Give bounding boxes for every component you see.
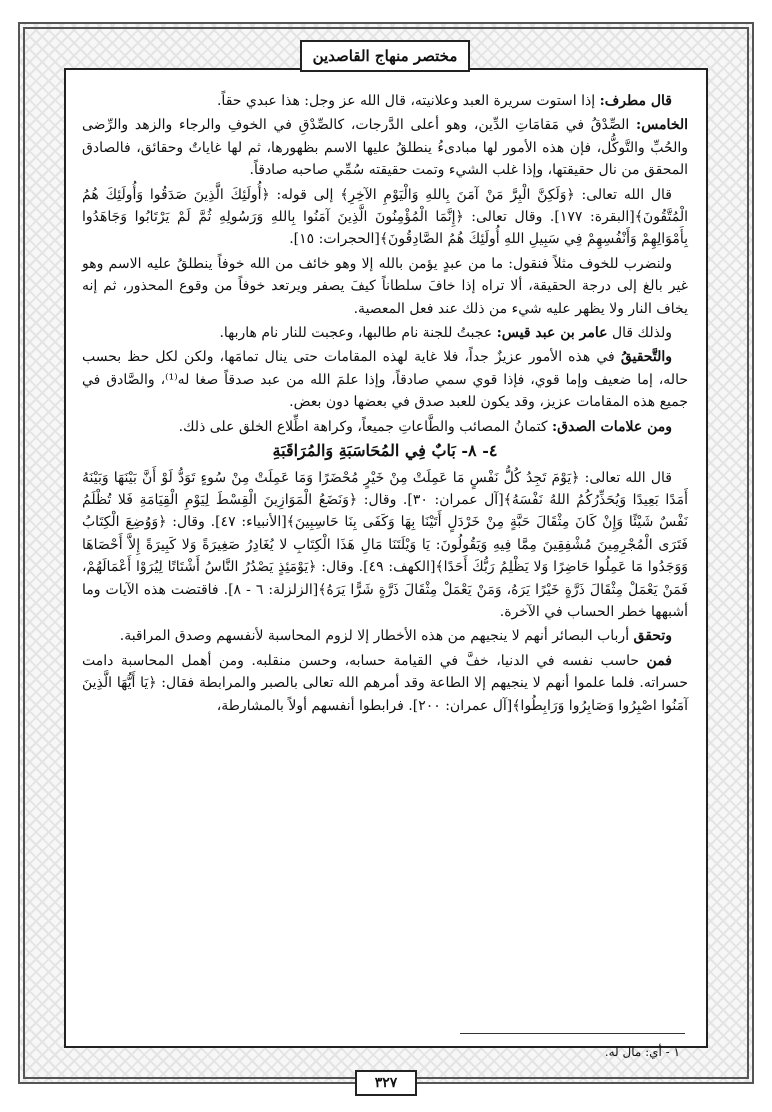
page-body: [82, 90, 688, 719]
paragraph-6: والتَّحقيقُ في هذه الأمور عزيزٌ جداً، فلا غاية لهذه المقامات حتى ينال تمامَها، ولكن لكل حظ بحسب حاله، إما ضعيف وإما قوي، فإذا قوي سمي صادقاً، وإذا علمَ الله من عبد صدقاً صغا له⁽¹⁾، والصَّادق في جميع هذه المقامات عزيز، وقد يكون للعبد صدق في بعضها دون بعض.: [82, 349, 688, 411]
page-number: ٣٢٧: [374, 1075, 398, 1091]
paragraph-2: الخامس: الصِّدْقُ في مَقامَاتِ الدِّين، وهو أعلى الدَّرجات، كالصِّدْقِ في الخوفِ والرجاء والزهد والرِّضى والحُبِّ والتَّوكُّل، فإن هذه الأمور لها مبادىءُ ينطلقُ عليها الاسم بظهورها، ثم لها غاياتٌ وحقائق، فالصادق المحقق من نال حقيقتها، وإذا غلب الشيء وتمت حقيقته سُمِّي صاحبه صادقاً.: [82, 117, 689, 179]
running-header: [300, 40, 470, 72]
paragraph-8: قال الله تعالى: ﴿يَوْمَ تَجِدُ كُلُّ نَفْسٍ مَا عَمِلَتْ مِنْ خَيْرٍ مُحْضَرًا وَمَا عَمِلَتْ مِنْ سُوءٍ تَوَدُّ لَوْ أَنَّ بَيْنَهَا وَبَيْنَهُ أَمَدًا بَعِيدًا وَيُحَذِّرُكُمُ اللهُ نَفْسَهُ﴾[آل عمران: ٣٠]. وقال: ﴿وَنَضَعُ الْمَوَازِينَ الْقِسْطَ لِيَوْمِ الْقِيَامَةِ فَلا تُظْلَمُ نَفْسٌ شَيْئًا وَإِنْ كَانَ مِثْقَالَ حَبَّةٍ مِنْ خَرْدَلٍ أَتَيْنَا بِهَا وَكَفَى بِنَا حَاسِبِينَ﴾[الأنبياء: ٤٧]. وقال: ﴿وَوُضِعَ الْكِتَابُ فَتَرَى الْمُجْرِمِينَ مُشْفِقِينَ مِمَّا فِيهِ وَيَقُولُونَ: يَا وَيْلَتَنَا مَالِ هَذَا الْكِتَابِ لا يُغَادِرُ صَغِيرَةً وَلا كَبِيرَةً إِلاَّ أَحْصَاهَا وَوَجَدُوا مَا عَمِلُوا حَاضِرًا وَلا يَظْلِمُ رَبُّكَ أَحَدًا﴾[الكهف: ٤٩]. وقال: ﴿يَوْمَئِذٍ يَصْدُرُ النَّاسُ أَشْتَاتًا لِيُرَوْا أَعْمَالَهُمْ، فَمَنْ يَعْمَلْ مِثْقَالَ ذَرَّةٍ خَيْرًا يَرَهُ، وَمَنْ يَعْمَلْ مِثْقَالَ ذَرَّةٍ شَرًّا يَرَهُ﴾[الزلزلة: ٦ - ٨]. فاقتضت هذه الآيات وما أشبهها خطر الحساب في الآخرة.: [82, 469, 688, 620]
paragraph-10: فمن حاسب نفسه في الدنيا، خفَّ في القيامة حسابه، وحسن منقلبه. ومن أهمل المحاسبة دامت حسراته. فلما علموا أنهم لا ينجيهم إلا الطاعة وقد أمرهم الله تعالى بالصبر والمرابطة فقال: ﴿يَا أَيُّهَا الَّذِينَ آمَنُوا اصْبِرُوا وَصَابِرُوا وَرَابِطُوا﴾[آل عمران: ٢٠٠]. فرابطوا أنفسهم أولاً بالمشارطة،: [82, 652, 688, 714]
paragraph-3: قال الله تعالى: ﴿وَلَكِنَّ الْبِرَّ مَنْ آمَنَ بِاللهِ وَالْيَوْمِ الآخِرِ﴾ إلى قوله: ﴿أُولَئِكَ الَّذِينَ صَدَقُوا وَأُولَئِكَ هُمُ الْمُتَّقُونَ﴾[البقرة: ١٧٧]. وقال تعالى: ﴿إِنَّمَا الْمُؤْمِنُونَ الَّذِينَ آمَنُوا بِاللهِ وَرَسُولِهِ ثُمَّ لَمْ يَرْتَابُوا وَجَاهَدُوا بِأَمْوَالِهِمْ وَأَنْفُسِهِمْ فِي سَبِيلِ اللهِ أُولَئِكَ هُمُ الصَّادِقُونَ﴾[الحجرات: ١٥].: [82, 186, 688, 248]
paragraph-9: وتحقق أرباب البصائر أنهم لا ينجيهم من هذه الأخطار إلا لزوم المحاسبة لأنفسهم وصدق المراقبة.: [119, 628, 672, 645]
footnote-separator: [460, 1033, 685, 1034]
paragraph-5: ولذلك قال عامر بن عبد قيس: عجبتُ للجنة نام طالبها، وعجبت للنار نام هاربها.: [219, 325, 672, 342]
paragraph-7: ومن علامات الصدق: كتمانُ المصائب والطَّاعاتِ جميعاً، وكراهة اطِّلاع الخلق على ذلك.: [178, 418, 672, 435]
chapter-title: ٤- ٨- بَابٌ فِي المُحَاسَبَةِ وَالمُرَاقَبَةِ: [272, 441, 498, 461]
paragraph-1: قال مطرف: إذا استوت سريرة العبد وعلانيته، قال الله عز وجل: هذا عبدي حقاً.: [216, 93, 672, 109]
page-number-box: [355, 1070, 417, 1096]
book-title: مختصر منهاج القاصدين: [312, 47, 458, 65]
footnote: ١ - أي: مال له.: [604, 1045, 680, 1059]
paragraph-4: ولنضرب للخوف مثلاً فنقول: ما من عبدٍ يؤمن بالله إلا وهو خائف من الله خوفاً ينطلقُ عليه الاسم وهو غير بالغ إلى درجة الحقيقة، ألا تراه إذا خافَ سلطاناً كيفَ يصفر ويرتعد خوفاً من وقوع المحذور، ثم إنه يخاف النار ولا يظهر عليه شيء من ذلك عند فعل المعصية.: [82, 255, 688, 317]
